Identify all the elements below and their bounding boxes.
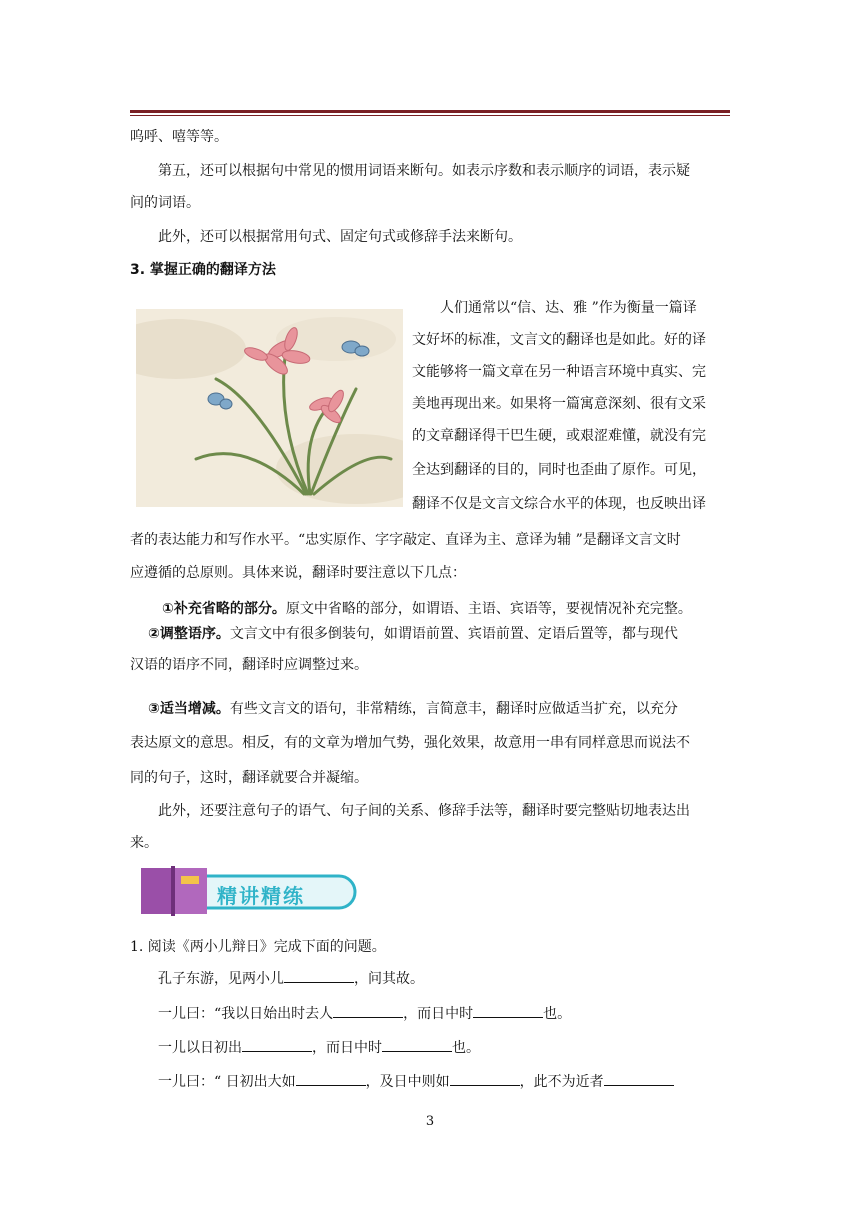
point-2-text: 文言文中有很多倒装句，如谓语前置、宾语前置、定语后置等，都与现代: [229, 626, 678, 642]
line-text: 一儿曰：“ 日初出大如: [158, 1074, 296, 1090]
closing-para: 此外，还要注意句子的语气、句子间的关系、修辞手法等，翻译时要完整贴切地表达出: [158, 803, 690, 819]
line-text: 孔子东游，见两小儿: [158, 971, 284, 987]
point-2-line2: 汉语的语序不同，翻译时应调整过来。: [130, 657, 368, 673]
point-1-text: 原文中省略的部分，如谓语、主语、宾语等，要视情况补充完整。: [285, 601, 692, 617]
continued-line: 呜呼、嘻等等。: [130, 129, 228, 145]
closing-para-line2: 来。: [130, 835, 158, 851]
para-besides: 此外，还可以根据常用句式、固定句式或修辞手法来断句。: [158, 229, 522, 245]
fill-blank-line: [130, 1071, 730, 1092]
section-heading: 3. 掌握正确的翻译方法: [130, 262, 276, 278]
fill-blank-line: [130, 1003, 730, 1024]
wrap-line: 翻译不仅是文言文综合水平的体现，也反映出译: [412, 496, 706, 512]
line-text: ，此不为近者: [519, 1074, 604, 1090]
fill-blank-line: [130, 968, 730, 989]
wrap-line: 美地再现出来。如果将一篇寓意深刻、很有文采: [412, 396, 706, 412]
line-text: 也。: [543, 1006, 572, 1022]
section-badge: [137, 862, 357, 920]
line-text: 一儿以日初出: [158, 1040, 242, 1056]
page-number: 3: [425, 1114, 435, 1129]
header-rule-thin: [130, 115, 730, 116]
point-3-title: ③适当增减。: [148, 701, 230, 717]
wrap-line: 的文章翻译得干巴生硬，或艰涩难懂，就没有完: [412, 428, 706, 444]
wrap-line: 文能够将一篇文章在另一种语言环境中真实、完: [412, 364, 706, 380]
line-text: ，而日中时: [312, 1040, 382, 1056]
translation-para-line1: 者的表达能力和写作水平。“忠实原作、字字敲定、直译为主、意译为辅 ”是翻译文言文时: [130, 532, 681, 548]
badge-text: 精讲精练: [217, 884, 305, 908]
line-text: ，及日中则如: [365, 1074, 450, 1090]
line-text: 一儿曰：“我以日始出时去人: [158, 1006, 334, 1022]
wrap-line: 全达到翻译的目的，同时也歪曲了原作。可见，: [412, 462, 706, 478]
point-3: [130, 699, 730, 719]
line-text: 也。: [452, 1040, 480, 1056]
header-rule: [130, 110, 730, 113]
point-2-title: ②调整语序。: [148, 626, 230, 642]
point-1: [130, 599, 730, 619]
wrap-line: 文好坏的标准，文言文的翻译也是如此。好的译: [412, 332, 706, 348]
question-1-title: 1. 阅读《两小儿辩日》完成下面的问题。: [130, 939, 386, 955]
answer-blank[interactable]: [242, 1037, 312, 1052]
answer-blank[interactable]: [382, 1037, 452, 1052]
answer-blank[interactable]: [333, 1003, 403, 1018]
point-3-line2: 表达原文的意思。相反，有的文章为增加气势，强化效果，故意用一串有同样意思而说法不: [130, 735, 690, 751]
point-1-title: ①补充省略的部分。: [162, 601, 286, 617]
point-3-line3: 同的句子，这时，翻译就要合并凝缩。: [130, 770, 368, 786]
answer-blank[interactable]: [284, 968, 354, 983]
orchid-illustration: [136, 309, 403, 507]
line-text: ，问其故。: [354, 971, 424, 987]
point-2: [130, 624, 730, 644]
wrap-line: 人们通常以“信、达、雅 ”作为衡量一篇译: [440, 300, 697, 316]
fill-blank-line: [130, 1037, 730, 1058]
answer-blank[interactable]: [604, 1071, 674, 1086]
answer-blank[interactable]: [296, 1071, 366, 1086]
answer-blank[interactable]: [450, 1071, 520, 1086]
para-fifth-line2: 问的词语。: [130, 195, 200, 211]
translation-para-line2: 应遵循的总原则。具体来说，翻译时要注意以下几点：: [130, 565, 466, 581]
line-text: ，而日中时: [403, 1006, 474, 1022]
point-3-text: 有些文言文的语句，非常精练，言简意丰，翻译时应做适当扩充，以充分: [229, 701, 678, 717]
para-fifth: 第五，还可以根据句中常见的惯用词语来断句。如表示序数和表示顺序的词语，表示疑: [158, 163, 690, 179]
answer-blank[interactable]: [473, 1003, 543, 1018]
